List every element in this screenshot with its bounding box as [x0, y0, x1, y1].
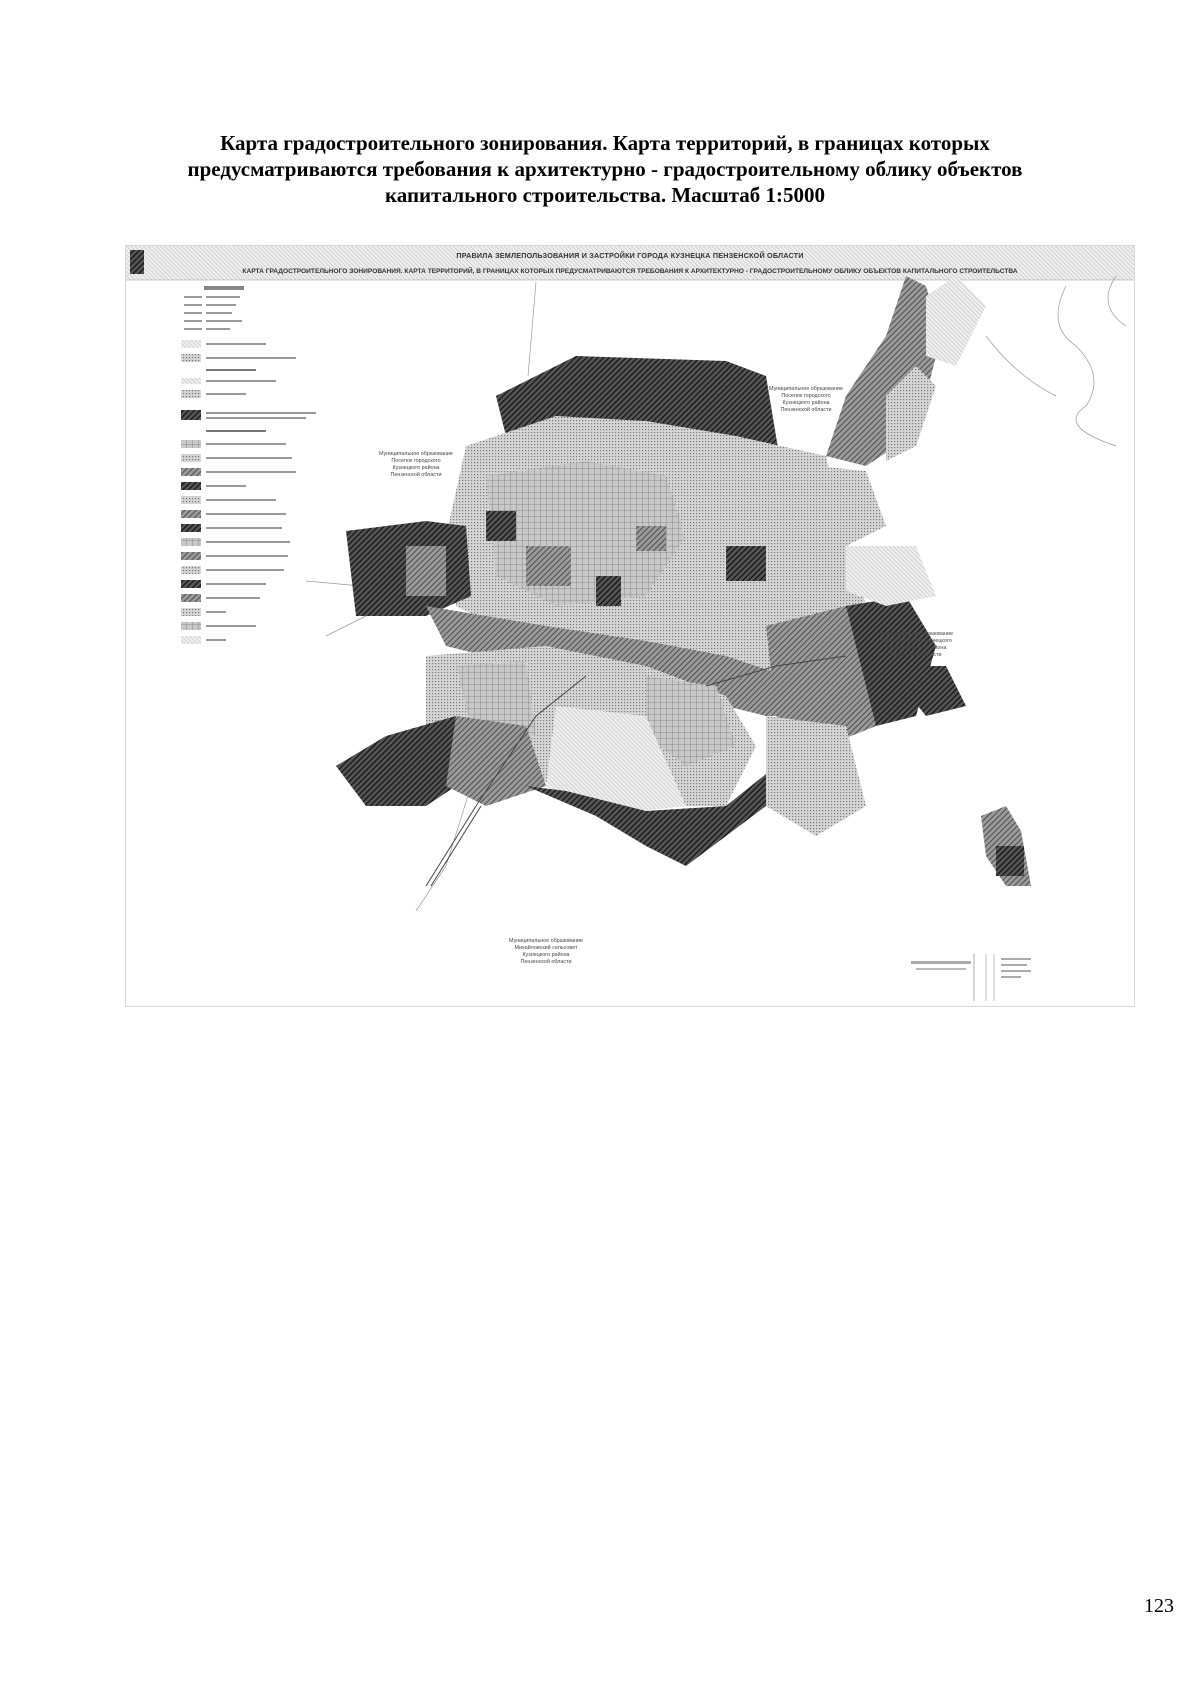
zoning-map — [125, 245, 1135, 1007]
map-label-northeast: Муниципальное образование Поселок городского Кузнецкого района Пензенской области — [769, 386, 843, 413]
map-legend — [181, 286, 316, 644]
map-label-east: Муниципальное образование рабочий поселок Кузнецкого муниципального района Пензенской области — [879, 631, 953, 658]
zoning-areas — [336, 276, 1031, 886]
document-title-line-2: предусматриваются требования к архитектурно - градостроительному облику объектов — [187, 157, 1023, 181]
page-number: 123 — [1144, 1595, 1174, 1617]
map-header-line-1: ПРАВИЛА ЗЕМЛЕПОЛЬЗОВАНИЯ И ЗАСТРОЙКИ ГОРОДА КУЗНЕЦКА ПЕНЗЕНСКОЙ ОБЛАСТИ — [456, 251, 804, 260]
document-title-line-1: Карта градостроительного зонирования. Карта территорий, в границах которых — [220, 131, 990, 155]
map-label-south: Муниципальное образование Михайловский сельсовет Кузнецкого района Пензенской области — [509, 938, 583, 965]
document-title-line-3: капитального строительства. Масштаб 1:5000 — [384, 183, 826, 207]
document-title — [130, 130, 1080, 208]
map-title-block — [911, 954, 1031, 1001]
zoning-map-graphic — [126, 246, 1134, 1006]
map-label-northwest: Муниципальное образование Поселок городского Кузнецкого района Пензенской области — [379, 451, 453, 478]
map-header-line-2: КАРТА ГРАДОСТРОИТЕЛЬНОГО ЗОНИРОВАНИЯ. КАРТА ТЕРРИТОРИЙ, В ГРАНИЦАХ КОТОРЫХ ПРЕДУСМАТРИВАЮТСЯ ТРЕБОВАНИЯ К АРХИТЕКТУРНО - ГРАДОСТРОИТЕЛЬНОМУ ОБЛИКУ ОБЪЕКТОВ КАПИТАЛЬНОГО СТРОИТЕЛЬСТВА — [242, 268, 1018, 275]
